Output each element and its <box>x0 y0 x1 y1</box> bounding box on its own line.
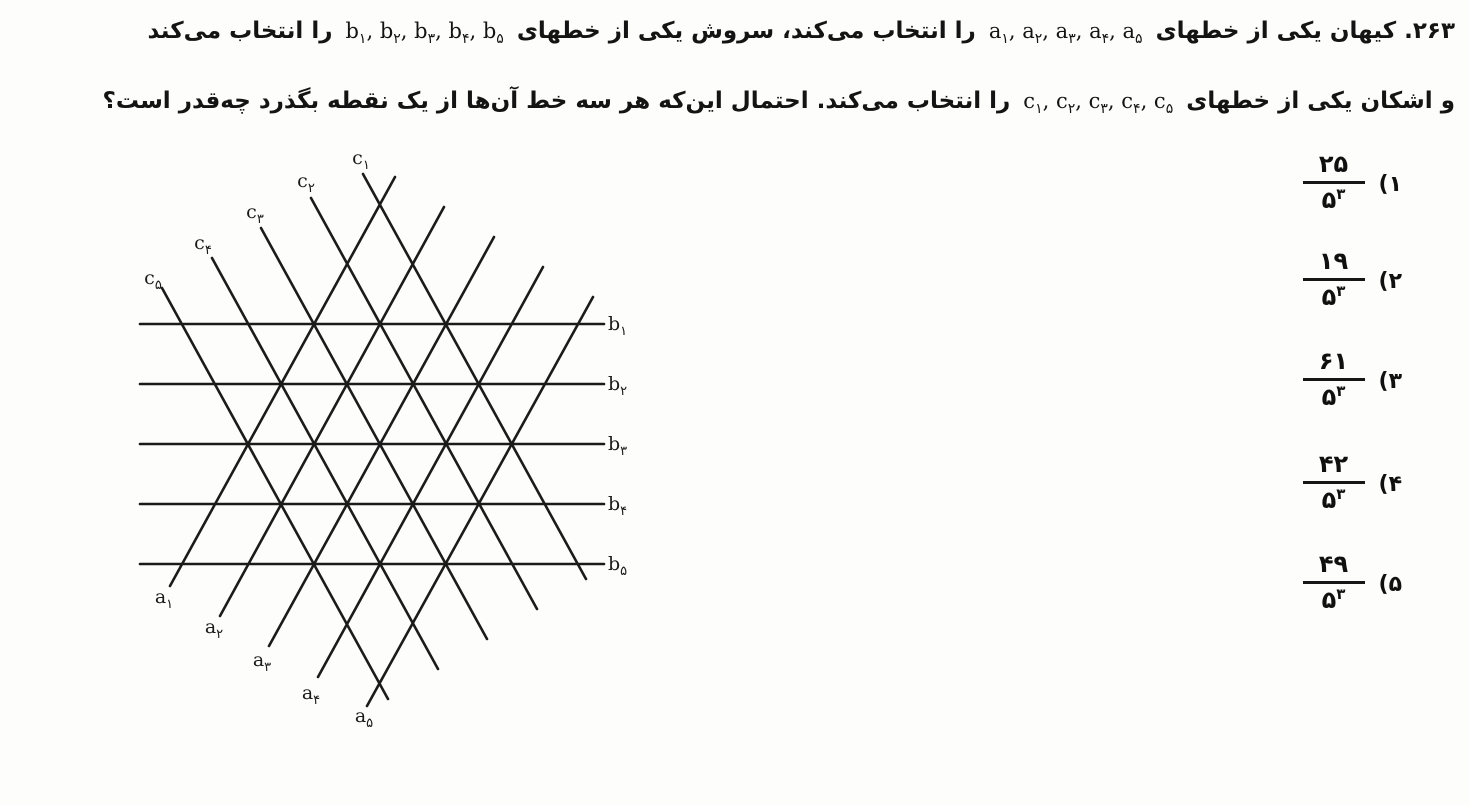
seq-separator: , <box>1042 89 1056 113</box>
question-line2-intro: و اشکان یکی از خطهای <box>1186 88 1455 114</box>
line-label-b4: $b_۴$ <box>608 493 628 519</box>
seq-term-b: $b_۴$ <box>448 19 470 47</box>
seq-separator: , <box>435 19 449 43</box>
fraction-denominator: $۵^۳$ <box>1321 585 1346 614</box>
line-label-c1: $c_۱$ <box>352 147 370 173</box>
line-label-a3: $a_۳$ <box>252 649 272 675</box>
fraction-numerator: ۶۱ <box>1318 347 1349 375</box>
fraction-exponent: ۳ <box>1336 585 1346 603</box>
seq-term-a: $a_۲$ <box>1022 19 1043 47</box>
seq-term-b: $b_۵$ <box>482 19 504 47</box>
seq-term-a: $a_۵$ <box>1122 19 1143 47</box>
seq-term-b: $b_۲$ <box>379 19 401 47</box>
fraction-denominator: $۵^۳$ <box>1321 282 1346 311</box>
line-label-b1: $b_۱$ <box>608 313 628 339</box>
line-label-a4: $a_۴$ <box>301 682 321 708</box>
seq-separator: , <box>1042 19 1056 43</box>
fraction-numerator: ۲۵ <box>1318 150 1349 178</box>
question-line2-end: را انتخاب می‌کند. احتمال این‌که هر سه خط آن‌ها از یک نقطه بگذرد چه‌قدر است؟ <box>102 88 1011 114</box>
line-label-c3: $c_۳$ <box>246 201 264 227</box>
seq-term-b: $b_۳$ <box>414 19 436 47</box>
fraction-denominator: $۵^۳$ <box>1321 382 1346 411</box>
seq-term-c: $c_۴$ <box>1121 89 1141 117</box>
option-marker: (۱ <box>1378 171 1402 197</box>
fraction-numerator: ۴۹ <box>1318 550 1349 578</box>
line-label-c4: $c_۴$ <box>194 232 212 258</box>
line-label-c5: $c_۵$ <box>144 267 162 293</box>
seq-separator: , <box>366 19 380 43</box>
seq-separator: , <box>1109 19 1123 43</box>
seq-separator: , <box>1008 19 1023 43</box>
seq-term-c: $c_۵$ <box>1153 89 1174 117</box>
seq-separator: , <box>469 19 483 43</box>
fraction-denominator: $۵^۳$ <box>1321 485 1346 514</box>
seq-term-a: $a_۳$ <box>1055 19 1076 47</box>
grid-line-a2 <box>220 207 444 616</box>
seq-separator: , <box>400 19 415 43</box>
seq-separator: , <box>1140 89 1154 113</box>
option-marker: (۲ <box>1378 268 1402 294</box>
grid-line-c2 <box>311 198 537 609</box>
grid-line-a3 <box>269 237 494 646</box>
seq-term-a: $a_۱$ <box>988 19 1009 47</box>
seq-term-c: $c_۱$ <box>1023 89 1043 117</box>
question-line1-mid: را انتخاب می‌کند، سروش یکی از خطهای <box>516 18 976 44</box>
fraction-exponent: ۳ <box>1336 185 1346 203</box>
question-number: ۲۶۳. <box>1404 18 1455 44</box>
seq-term-c: $c_۳$ <box>1088 89 1108 117</box>
line-label-c2: $c_۲$ <box>297 170 315 196</box>
grid-line-a5 <box>367 297 593 706</box>
fraction-exponent: ۳ <box>1336 382 1346 400</box>
fraction-exponent: ۳ <box>1336 485 1346 503</box>
grid-line-c4 <box>212 258 438 669</box>
question-line1-end: را انتخاب می‌کند <box>147 18 333 44</box>
line-label-a1: $a_۱$ <box>154 586 174 612</box>
line-label-a2: $a_۲$ <box>204 616 224 642</box>
option-marker: (۳ <box>1378 368 1402 394</box>
line-label-b2: $b_۲$ <box>608 373 628 399</box>
seq-separator: , <box>1107 89 1122 113</box>
question-line1-intro: کیهان یکی از خطهای <box>1155 18 1397 44</box>
seq-separator: , <box>1075 89 1089 113</box>
fraction-denominator: $۵^۳$ <box>1321 185 1346 214</box>
seq-term-b: $b_۱$ <box>345 19 367 47</box>
line-label-a5: $a_۵$ <box>354 705 374 731</box>
option-marker: (۴ <box>1378 471 1402 497</box>
seq-term-c: $c_۲$ <box>1055 89 1076 117</box>
fraction-numerator: ۴۲ <box>1318 450 1349 478</box>
grid-line-c1 <box>363 174 586 579</box>
grid-line-a4 <box>318 267 543 677</box>
fraction-exponent: ۳ <box>1336 282 1346 300</box>
seq-term-a: $a_۴$ <box>1089 19 1110 47</box>
line-label-b5: $b_۵$ <box>608 553 628 579</box>
fraction-numerator: ۱۹ <box>1318 247 1349 275</box>
line-label-b3: $b_۳$ <box>608 433 628 459</box>
option-marker: (۵ <box>1378 571 1402 597</box>
seq-separator: , <box>1075 19 1090 43</box>
